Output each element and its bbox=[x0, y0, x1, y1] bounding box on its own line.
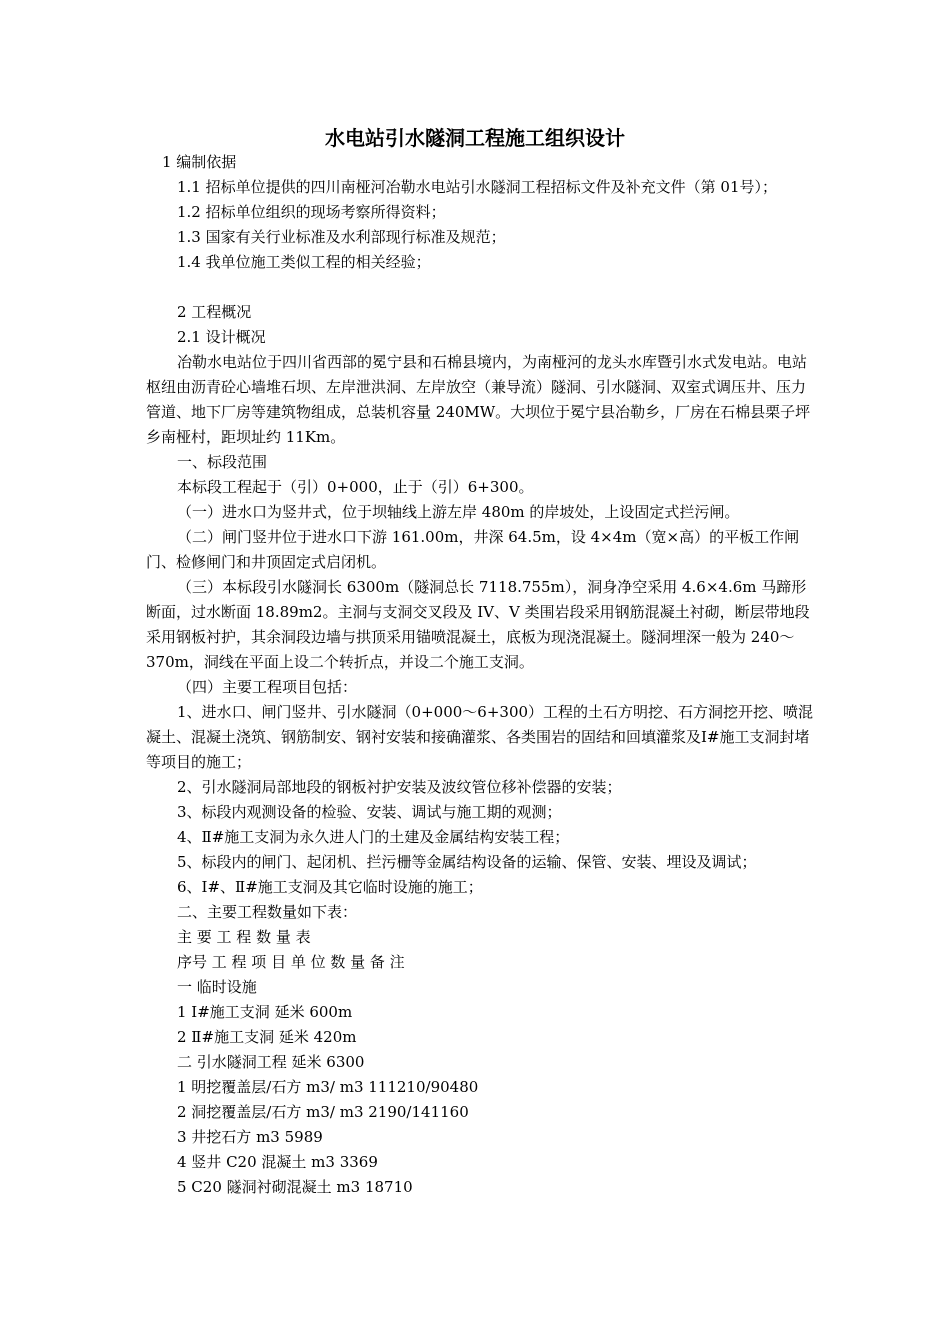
paragraph: 主 要 工 程 数 量 表 bbox=[177, 928, 311, 946]
paragraph: 4、Ⅱ#施工支洞为永久进人门的土建及金属结构安装工程； bbox=[177, 828, 570, 846]
paragraph: 3 井挖石方 m3 5989 bbox=[177, 1128, 323, 1146]
paragraph: 2 Ⅱ#施工支洞 延米 420m bbox=[177, 1028, 357, 1046]
paragraph: 3、标段内观测设备的检验、安装、调试与施工期的观测； bbox=[177, 803, 562, 821]
paragraph: 2、引水隧洞局部地段的钢板衬护安装及波纹管位移补偿器的安装； bbox=[177, 778, 622, 796]
paragraph: 1、进水口、闸门竖井、引水隧洞（0+000～6+300）工程的土石方明挖、石方洞挖开挖、喷混凝土、混凝土浇筑、钢筋制安、钢衬安装和接确灌浆、各类围岩的固结和回填灌浆及Ⅰ#施工支洞封堵等项目的施工； bbox=[146, 703, 814, 771]
paragraph: 1.3 国家有关行业标准及水利部现行标准及规范； bbox=[177, 228, 506, 246]
paragraph: 2 工程概况 bbox=[177, 303, 252, 321]
paragraph: 1.4 我单位施工类似工程的相关经验； bbox=[177, 253, 431, 271]
paragraph: 4 竖井 C20 混凝土 m3 3369 bbox=[177, 1153, 378, 1171]
paragraph: 本标段工程起于（引）0+000，止于（引）6+300。 bbox=[177, 478, 534, 496]
paragraph: 一、标段范围 bbox=[177, 453, 268, 471]
paragraph: 序号 工 程 项 目 单 位 数 量 备 注 bbox=[177, 953, 405, 971]
paragraph: 1.2 招标单位组织的现场考察所得资料； bbox=[177, 203, 446, 221]
paragraph: 1 明挖覆盖层/石方 m3/ m3 111210/90480 bbox=[177, 1078, 479, 1096]
paragraph: 1.1 招标单位提供的四川南桠河冶勒水电站引水隧洞工程招标文件及补充文件（第 01号）； bbox=[177, 178, 777, 196]
paragraph: 2.1 设计概况 bbox=[177, 328, 266, 346]
document-body bbox=[146, 150, 818, 1200]
paragraph: 2 洞挖覆盖层/石方 m3/ m3 2190/141160 bbox=[177, 1103, 469, 1121]
paragraph: （一）进水口为竖井式，位于坝轴线上游左岸 480m 的岸坡处，上设固定式拦污闸。 bbox=[177, 503, 740, 521]
blank-line bbox=[146, 275, 818, 300]
paragraph: （二）闸门竖井位于进水口下游 161.00m，井深 64.5m，设 4×4m（宽×高）的平板工作闸门、检修闸门和井顶固定式启闭机。 bbox=[146, 528, 800, 571]
paragraph: 5、标段内的闸门、起闭机、拦污栅等金属结构设备的运输、保管、安装、埋设及调试； bbox=[177, 853, 757, 871]
paragraph: 5 C20 隧洞衬砌混凝土 m3 18710 bbox=[177, 1178, 413, 1196]
paragraph: （三）本标段引水隧洞长 6300m（隧洞总长 7118.755m），洞身净空采用 4.6×4.6m 马蹄形断面，过水断面 18.89m2。主洞与支洞交叉段及 IV、V 类围岩段采用钢筋混凝土衬砌，断层带地段采用钢板衬护，其余洞段边墙与拱顶采用锚喷混凝土，底板为现浇混凝土。隧洞埋深一般为 240～370m，洞线在平面上设二个转折点，并设二个施工支洞。 bbox=[146, 578, 810, 671]
paragraph: （四）主要工程项目包括： bbox=[177, 678, 358, 696]
paragraph: 二 引水隧洞工程 延米 6300 bbox=[177, 1053, 365, 1071]
paragraph: 一 临时设施 bbox=[177, 978, 257, 996]
paragraph: 1 Ⅰ#施工支洞 延米 600m bbox=[177, 1003, 353, 1021]
paragraph: 二、主要工程数量如下表： bbox=[177, 903, 358, 921]
document-title: 水电站引水隧洞工程施工组织设计 bbox=[325, 126, 625, 150]
paragraph: 冶勒水电站位于四川省西部的冕宁县和石棉县境内，为南桠河的龙头水库暨引水式发电站。电站枢纽由沥青砼心墙堆石坝、左岸泄洪洞、左岸放空（兼导流）隧洞、引水隧洞、双室式调压井、压力管道、地下厂房等建筑物组成，总装机容量 240MW。大坝位于冕宁县冶勒乡，厂房在石棉县栗子坪乡南桠村，距坝址约 11Km。 bbox=[146, 353, 811, 446]
paragraph: 6、Ⅰ#、Ⅱ#施工支洞及其它临时设施的施工； bbox=[177, 878, 483, 896]
paragraph: 1 编制依据 bbox=[162, 153, 237, 171]
